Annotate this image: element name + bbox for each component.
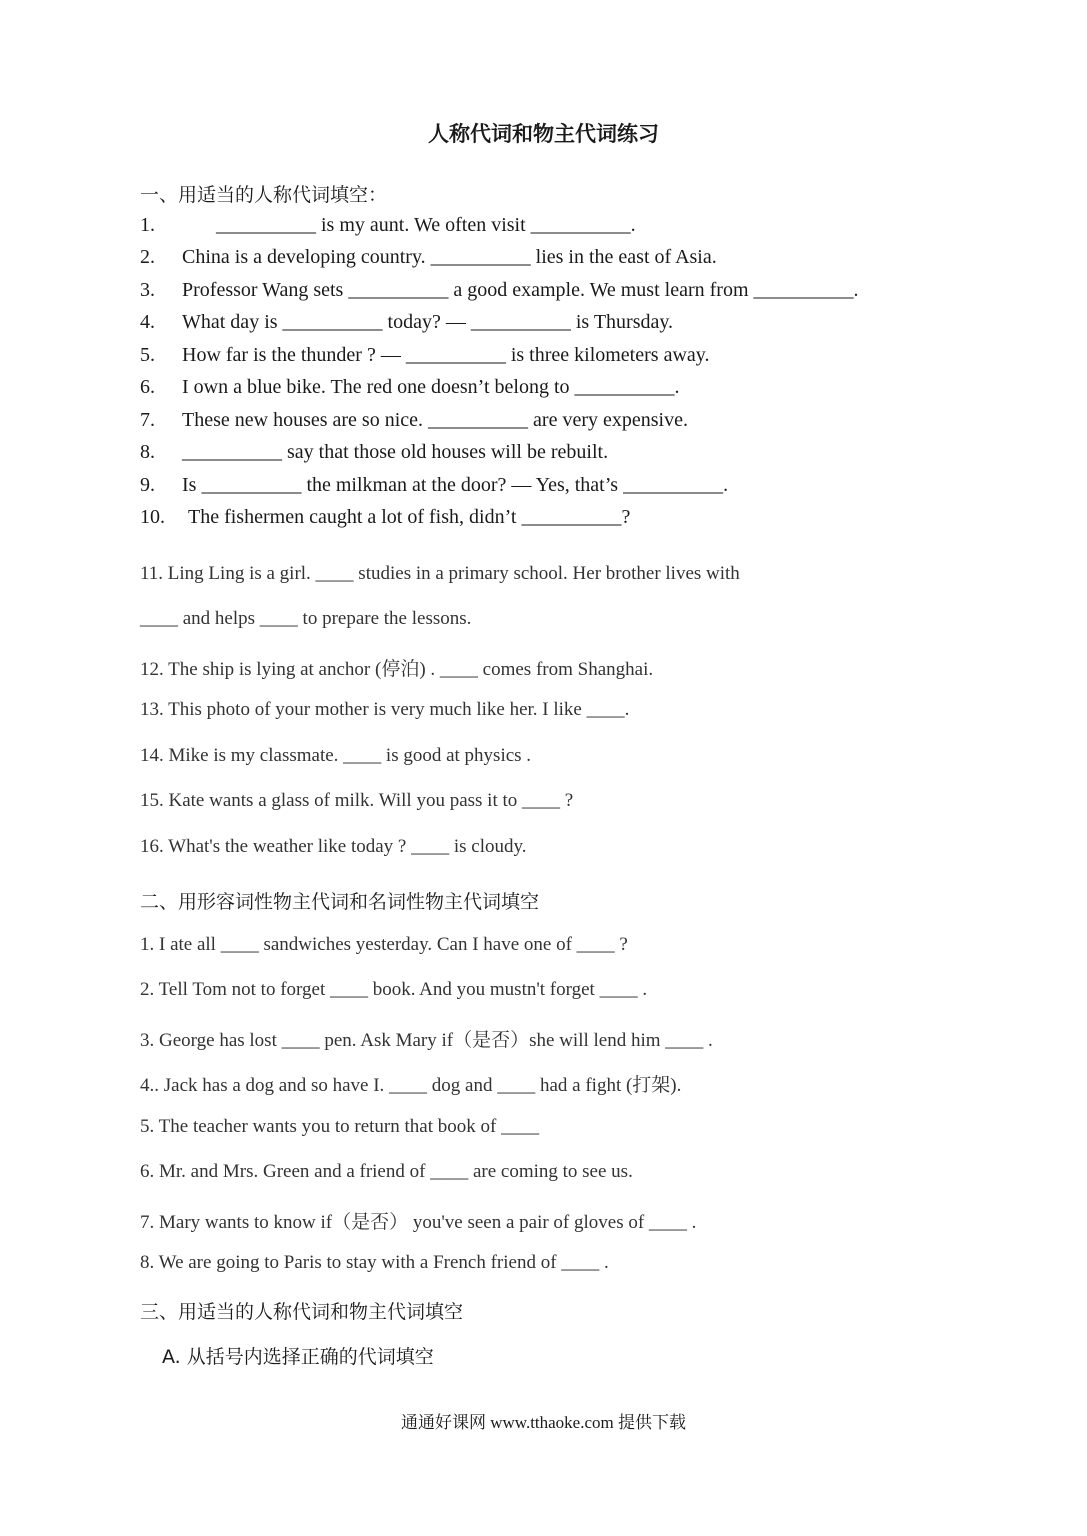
- footer-text: 通通好课网 www.tthaoke.com 提供下载: [400, 1413, 687, 1432]
- question-text: 13. This photo of your mother is very much like her. I like ____.: [140, 699, 630, 720]
- question-text: 3. George has lost ____ pen. Ask Mary if（是否）she will lend him ____ .: [140, 1030, 713, 1051]
- section-2-heading: 二、用形容词性物主代词和名词性物主代词填空: [140, 891, 540, 913]
- question-text: China is a developing country. __________ lies in the east of Asia.: [182, 246, 717, 268]
- question-text: What day is __________ today? — __________ is Thursday.: [182, 311, 674, 333]
- question-text: How far is the thunder ? — __________ is three kilometers away.: [182, 344, 710, 366]
- question-text: The fishermen caught a lot of fish, didn’t __________?: [188, 506, 631, 528]
- section-3-heading: 三、用适当的人称代词和物主代词填空: [140, 1301, 464, 1323]
- question-number: 7.: [140, 409, 155, 431]
- question-text: These new houses are so nice. __________ are very expensive.: [182, 409, 688, 431]
- question-text: 4.. Jack has a dog and so have I. ____ dog and ____ had a fight (打架).: [140, 1075, 682, 1096]
- question-text: I own a blue bike. The red one doesn’t belong to __________.: [182, 376, 680, 398]
- question-text: __________ say that those old houses will be rebuilt.: [182, 441, 609, 463]
- question-number: 4.: [140, 311, 155, 333]
- question-number: 10.: [140, 506, 165, 528]
- section-1-heading: 一、用适当的人称代词填空：: [140, 184, 388, 206]
- question-text: Professor Wang sets __________ a good example. We must learn from __________.: [182, 279, 859, 301]
- question-text: 15. Kate wants a glass of milk. Will you pass it to ____ ?: [140, 790, 574, 811]
- question-text: 8. We are going to Paris to stay with a French friend of ____ .: [140, 1252, 609, 1273]
- question-number: 3.: [140, 279, 155, 301]
- question-number: 5.: [140, 344, 155, 366]
- question-text: 14. Mike is my classmate. ____ is good at physics .: [140, 745, 532, 766]
- question-text: 12. The ship is lying at anchor (停泊) . ____ comes from Shanghai.: [140, 659, 654, 680]
- question-text: __________ is my aunt. We often visit __________.: [216, 214, 636, 236]
- question-text: 2. Tell Tom not to forget ____ book. And you mustn't forget ____ .: [140, 979, 648, 1000]
- question-text: 7. Mary wants to know if（是否） you've seen a pair of gloves of ____ .: [140, 1212, 697, 1233]
- question-text: 6. Mr. and Mrs. Green and a friend of ____ are coming to see us.: [140, 1161, 633, 1182]
- question-text: 5. The teacher wants you to return that book of ____: [140, 1116, 540, 1137]
- question-text: 11. Ling Ling is a girl. ____ studies in a primary school. Her brother lives with: [140, 563, 740, 584]
- question-number: 6.: [140, 376, 155, 398]
- question-number: 1.: [140, 214, 155, 236]
- question-text: 1. I ate all ____ sandwiches yesterday. Can I have one of ____ ?: [140, 934, 628, 955]
- page-title: 人称代词和物主代词练习: [428, 122, 659, 146]
- question-number: 2.: [140, 246, 155, 268]
- question-text: 16. What's the weather like today ? ____ is cloudy.: [140, 836, 527, 857]
- question-number: 9.: [140, 474, 155, 496]
- question-number: 8.: [140, 441, 155, 463]
- section-3-subheading: A. 从括号内选择正确的代词填空: [162, 1346, 434, 1368]
- question-text: Is __________ the milkman at the door? — Yes, that’s __________.: [182, 474, 729, 496]
- question-text: ____ and helps ____ to prepare the lessons.: [140, 608, 472, 629]
